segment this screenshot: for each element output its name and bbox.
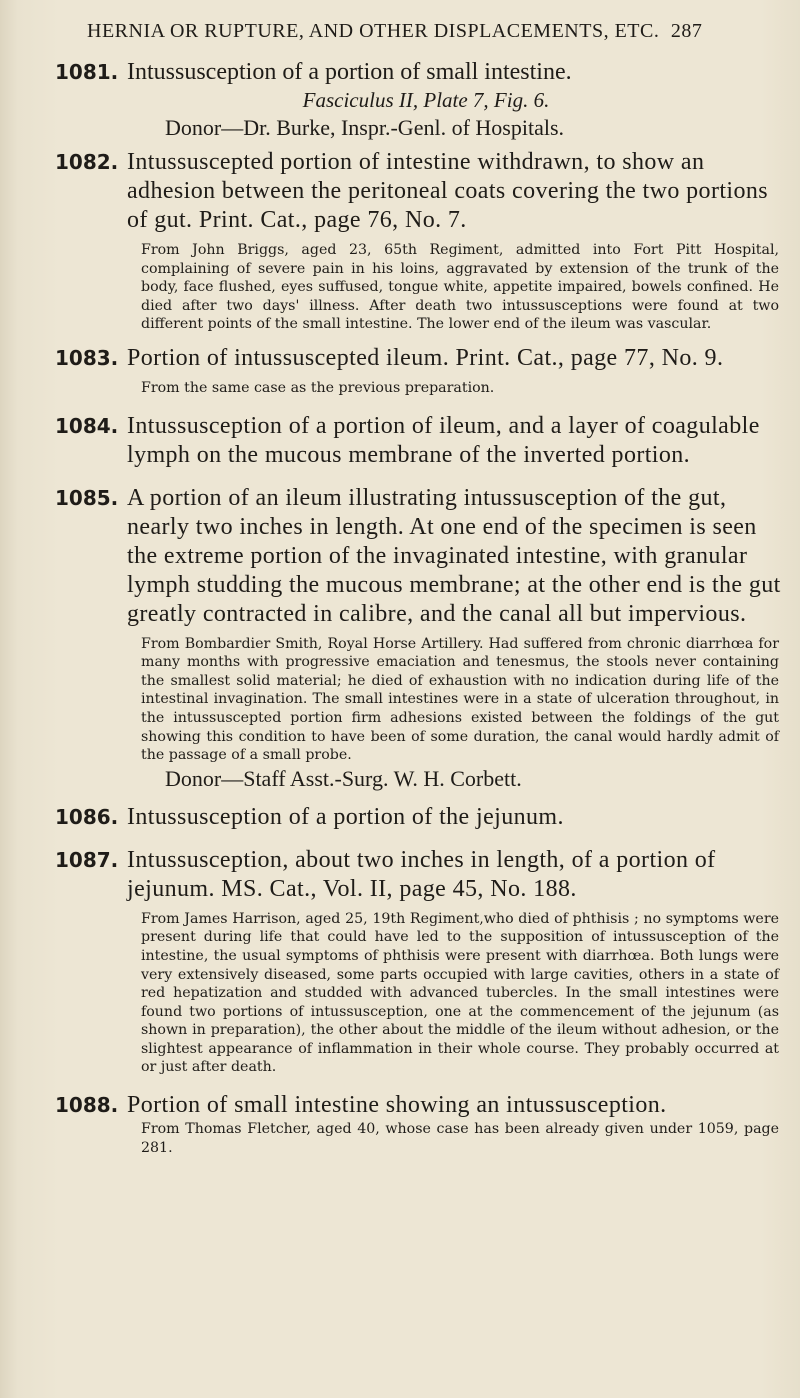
entry-title: Intussusception of a portion of ileum, and a layer of coagulable lymph on the mucous membrane of the inverted portion. — [127, 412, 760, 468]
entry-1083 — [55, 344, 785, 398]
entry-title: Intussusception, about two inches in length, of a portion of jejunum. MS. Cat., Vol. II, page 45, No. 188. — [127, 846, 716, 902]
entry-title: Intussuscepted portion of intestine withdrawn, to show an adhesion between the peritoneal coats covering the two portions of gut. Print. Cat., page 76, No. 7. — [127, 149, 769, 233]
entry-number: 1081. — [55, 60, 119, 84]
entry-number: 1085. — [55, 485, 119, 510]
page-number: 287 — [670, 20, 703, 42]
running-header — [87, 20, 787, 43]
case-note: From Thomas Fletcher, aged 40, whose case has been already given under 1059, page 281. — [141, 1121, 779, 1156]
case-note: From James Harrison, aged 25, 19th Regiment,who died of phthisis ; no symptoms were present during life that could have led to the supposition of intussusception of the intestine, the usual symptoms of phthisis were present with diarrhœa. Both lungs were very extensively diseased, some parts occupied with large cavities, others in a state of red hepatization and studded with advanced tubercles. In the small intestines were found two portions of intussusception, one at the commencement of the jejunum (as shown in preparation), the other about the middle of the ileum without adhesion, or the slightest appearance of inflammation in their whole course. They probably occurred at or just after death. — [141, 910, 779, 1076]
entry-donor: Donor—Staff Asst.-Surg. W. H. Corbett. — [165, 765, 522, 791]
entry-title: Portion of small intestine showing an intussusception. — [127, 1092, 667, 1119]
entry-reference: Fasciculus II, Plate 7, Fig. 6. — [302, 88, 550, 112]
entry-number: 1086. — [55, 804, 119, 829]
entry-1082 — [55, 148, 785, 334]
case-note: From the same case as the previous preparation. — [141, 379, 495, 396]
running-title: HERNIA OR RUPTURE, AND OTHER DISPLACEMENTS, ETC. — [87, 20, 660, 42]
entry-number: 1087. — [55, 847, 119, 872]
entry-1086 — [55, 803, 785, 832]
entry-title: A portion of an ileum illustrating intussusception of the gut, nearly two inches in length. At one end of the specimen is seen the extreme portion of the invaginated intestine, with granular lymph studding the mucous membrane; at the other end is the gut greatly contracted in calibre, and the canal all but impervious. — [127, 484, 781, 627]
entry-number: 1084. — [55, 413, 119, 438]
entry-title: Portion of intussuscepted ileum. Print. Cat., page 77, No. 9. — [127, 344, 724, 371]
entry-1088 — [55, 1091, 785, 1157]
catalogue-entries — [55, 58, 785, 1157]
case-note: From Bombardier Smith, Royal Horse Artillery. Had suffered from chronic diarrhœa for many months with progressive emaciation and tenesmus, the stools never containing the smallest solid material; he died of exhaustion with no indication during life of the intestinal invagination. The small intestines were in a state of ulceration throughout, in the intussuscepted portion firm adhesions existed between the foldings of the gut showing this condition to have been of some duration, the canal would hardly admit of the passage of a small probe. — [141, 635, 779, 764]
entry-title: Intussusception of a portion of small intestine. — [127, 59, 572, 85]
entry-1087 — [55, 846, 785, 1077]
entry-donor: Donor—Dr. Burke, Inspr.-Genl. of Hospitals. — [165, 115, 565, 140]
entry-number: 1088. — [55, 1093, 119, 1118]
case-note: From John Briggs, aged 23, 65th Regiment, admitted into Fort Pitt Hospital, complaining of severe pain in his loins, aggravated by extension of the trunk of the body, face flushed, eyes suffused, tongue white, appetite impaired, bowels confined. He died after two days' illness. After death two intussusceptions were found at two different points of the small intestine. The lower end of the ileum was vascular. — [141, 242, 779, 333]
entry-1084 — [55, 412, 785, 470]
entry-1085 — [55, 484, 785, 793]
entry-number: 1082. — [55, 150, 119, 174]
entry-title: Intussusception of a portion of the jejunum. — [127, 803, 564, 830]
entry-number: 1083. — [55, 345, 119, 370]
entry-1081 — [55, 58, 785, 142]
